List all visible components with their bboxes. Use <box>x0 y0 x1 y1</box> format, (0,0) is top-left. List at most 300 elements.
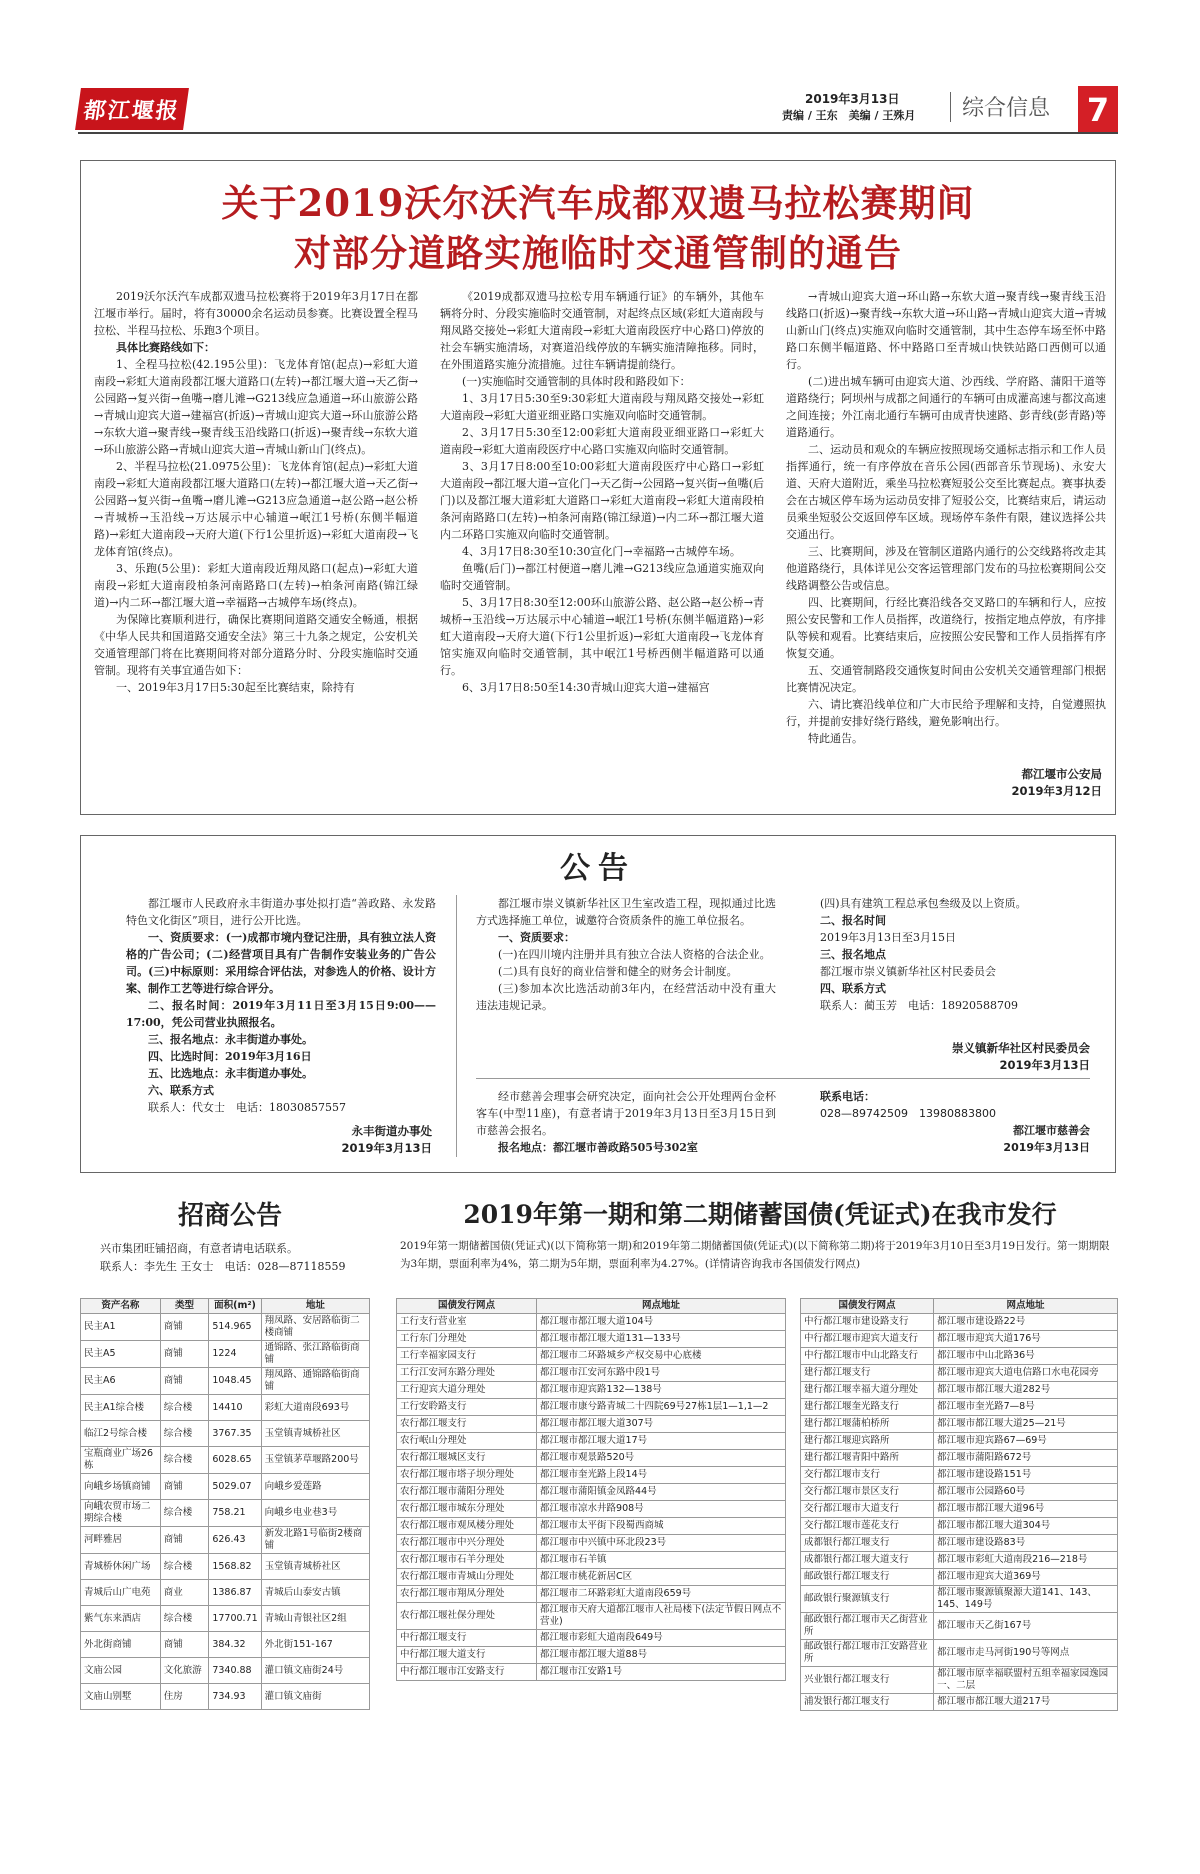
column-header: 国债发行网点 <box>397 1299 537 1314</box>
paragraph: 五、交通管制路段交通恢复时间由公安机关交通管理部门根据比赛情况决定。 <box>786 664 1106 694</box>
table-cell: 都江堰市二环路彩虹大道南段659号 <box>537 1586 786 1603</box>
paragraph: 2019沃尔沃汽车成都双遗马拉松赛将于2019年3月17日在都江堰市举行。届时，将有30000余名运动员参赛。比赛设置全程马拉松、半程马拉松、乐跑3个项目。 <box>94 290 418 337</box>
table-row <box>81 1580 370 1606</box>
paragraph: (一)在四川境内注册并具有独立合法人资格的合法企业。 <box>498 948 771 961</box>
table-row <box>397 1630 786 1647</box>
table-cell: 交行都江堰市大道支行 <box>801 1501 934 1518</box>
table-row <box>801 1467 1118 1484</box>
paragraph: (四)具有建筑工程总承包叁级及以上资质。 <box>820 897 1027 910</box>
column-divider <box>456 895 457 1157</box>
table-cell: 新发北路1号临街2楼商铺 <box>261 1527 369 1554</box>
table-cell: 中行都江堰市迎宾大道支行 <box>801 1331 934 1348</box>
table-cell: 农行都江堰市蒲阳分理处 <box>397 1484 537 1501</box>
table-cell: 成都银行都江堰大道支行 <box>801 1552 934 1569</box>
table-cell: 都江堰市中兴镇中环北段23号 <box>537 1535 786 1552</box>
table-cell: 通锦路、张江路临街商铺 <box>261 1341 369 1368</box>
paragraph: 1、3月17日5:30至9:30彩虹大道南段与翔凤路交接处→彩虹大道南段→彩虹大道亚细亚路口实施双向临时交通管制。 <box>440 392 764 422</box>
table-cell: 626.43 <box>209 1527 261 1554</box>
table-cell: 1386.87 <box>209 1580 261 1606</box>
notice-column-3 <box>786 288 1106 768</box>
table-row <box>801 1694 1118 1711</box>
announcement-title: 公告 <box>560 851 636 886</box>
paragraph: 3、乐跑(5公里)：彩虹大道南段近翔凤路口(起点)→彩虹大道南段→彩虹大道南段柏条河南路路口(左转)→柏条河南路(锦江绿道)→内二环→都江堰大道→幸福路→古城停车场(终点)。 <box>94 562 418 609</box>
table-row <box>801 1314 1118 1331</box>
table-row <box>397 1314 786 1331</box>
table-cell: 都江堰市都江堰大道104号 <box>537 1314 786 1331</box>
table-cell: 都江堰市中山北路36号 <box>934 1348 1118 1365</box>
paragraph: 具体比赛路线如下： <box>116 341 215 354</box>
signer: 永丰街道办事处 <box>351 1124 432 1138</box>
table-row <box>397 1416 786 1433</box>
paragraph: 2、半程马拉松(21.0975公里)：飞龙体育馆(起点)→彩虹大道南段→彩虹大道南段都江堰大道路口(左转)→都江堰大道→天乙街→公园路→复兴街→鱼嘴→磨儿滩→G213应急通道→赵公路→赵公桥→青城桥→玉沿线→万达展示中心辅道→岷江1号桥(东侧半幅道路)→彩虹大道南段→天府大道(下行1公里折返)→彩虹大道南段→飞龙体育馆(终点)。 <box>94 460 418 558</box>
phone-label: 联系电话： <box>820 1090 875 1103</box>
table-cell: 工行支行营业室 <box>397 1314 537 1331</box>
table-row <box>397 1586 786 1603</box>
table-cell: 民主A6 <box>81 1368 161 1395</box>
paragraph: →青城山迎宾大道→环山路→东软大道→聚青线→聚青线玉沿线路口(折返)→聚青线→东软大道→环山路→青城山迎宾大道→青城山新山门(终点)实施双向临时交通管制，其中生态停车场至怀中路路口东侧半幅道路、怀中路路口至青城山快铁站路口西侧可以通行。 <box>786 290 1106 371</box>
table-row <box>397 1433 786 1450</box>
table-cell: 都江堰市蒲阳镇金凤路44号 <box>537 1484 786 1501</box>
table-cell: 农行都江堰市翔凤分理处 <box>397 1586 537 1603</box>
table-row <box>81 1632 370 1658</box>
table-cell: 中行都江堰市中山北路支行 <box>801 1348 934 1365</box>
paragraph: 三、报名地点 <box>820 948 886 961</box>
paragraph: 二、报名时间：2019年3月11日至3月15日9:00——17:00，凭公司营业执照报名。 <box>126 999 436 1029</box>
table-cell: 商业 <box>160 1580 209 1606</box>
header-rule <box>78 132 1118 134</box>
table-cell: 宝瓶商业广场26栋 <box>81 1447 161 1474</box>
announcement-e <box>820 1088 1090 1156</box>
table-cell: 都江堰市公园路60号 <box>934 1484 1118 1501</box>
table-row <box>397 1399 786 1416</box>
notice-signature <box>786 766 1102 800</box>
table-cell: 翔凤路、安居路临街二楼商铺 <box>261 1314 369 1341</box>
table-cell: 翔凤路、通锦路临街商铺 <box>261 1368 369 1395</box>
table-cell: 农行都江堰市塔子坝分理处 <box>397 1467 537 1484</box>
table-cell: 建行都江堰青阳中路所 <box>801 1450 934 1467</box>
table-row <box>81 1341 370 1368</box>
table-cell: 外北街151-167 <box>261 1632 369 1658</box>
investment-title: 招商公告 <box>177 1201 282 1231</box>
table-cell: 都江堰市都江堰大道307号 <box>537 1416 786 1433</box>
table-cell: 1568.82 <box>209 1554 261 1580</box>
table-cell: 农行都江堰市石羊分理处 <box>397 1552 537 1569</box>
table-row <box>801 1450 1118 1467</box>
table-row <box>81 1314 370 1341</box>
column-header: 国债发行网点 <box>801 1299 934 1314</box>
table-cell: 都江堰市蒲阳路672号 <box>934 1450 1118 1467</box>
table-cell: 向峨乡场镇商铺 <box>81 1474 161 1500</box>
table-cell: 都江堰市彩虹大道南段216—218号 <box>934 1552 1118 1569</box>
title-line-1: 关于2019沃尔沃汽车成都双遗马拉松赛期间 <box>221 181 975 225</box>
table-cell: 彩虹大道南段693号 <box>261 1395 369 1421</box>
table-cell: 都江堰市天府大道都江堰市人社局楼下(法定节假日网点不营业) <box>537 1603 786 1630</box>
table-cell: 384.32 <box>209 1632 261 1658</box>
table-cell: 1048.45 <box>209 1368 261 1395</box>
table-header-row <box>81 1299 370 1314</box>
table-row <box>81 1658 370 1684</box>
paragraph: 一、资质要求： <box>498 931 575 944</box>
table-cell: 文化旅游 <box>160 1658 209 1684</box>
paragraph: 六、联系方式 <box>148 1084 214 1097</box>
paragraph: 3、3月17日8:00至10:00彩虹大道南段医疗中心路口→彩虹大道南段→都江堰大道→宣化门→天乙街→公园路→复兴街→鱼嘴(后门)以及都江堰大道彩虹大道路口→彩虹大道南段→彩虹大道南段柏条河南路路口(左转)→柏条河南路(锦江绿道)→内二环→都江堰大道内二环路口实施双向临时交通管制。 <box>440 460 764 541</box>
table-row <box>397 1484 786 1501</box>
paragraph: 三、报名地点：永丰街道办事处。 <box>148 1033 313 1046</box>
table-cell: 商铺 <box>160 1314 209 1341</box>
announcement-c-signature <box>820 1040 1090 1074</box>
table-cell: 17700.71 <box>209 1606 261 1632</box>
table-cell: 都江堰市都江堰大道88号 <box>537 1647 786 1664</box>
table-cell: 都江堰市凉水井路908号 <box>537 1501 786 1518</box>
table-row <box>801 1586 1118 1613</box>
divider <box>476 1078 1090 1079</box>
table-header-row <box>801 1299 1118 1314</box>
table-row <box>397 1501 786 1518</box>
table-cell: 农行都江堰社保分理处 <box>397 1603 537 1630</box>
signer: 崇义镇新华社区村民委员会 <box>952 1041 1090 1055</box>
paragraph: (一)实施临时交通管制的具体时段和路段如下： <box>462 375 691 388</box>
paragraph: 都江堰市人民政府永丰街道办事处拟打造“善政路、永发路特色文化街区”项目，进行公开比选。 <box>126 897 436 927</box>
table-cell: 中行都江堰市建设路支行 <box>801 1314 934 1331</box>
table-cell: 外北街商铺 <box>81 1632 161 1658</box>
table-row <box>397 1348 786 1365</box>
paragraph: 三、比赛期间，涉及在管制区道路内通行的公交线路将改走其他道路绕行，具体详见公交客运管理部门发布的马拉松赛期间公交线路调整公告或信息。 <box>786 545 1106 592</box>
table-row <box>801 1484 1118 1501</box>
paragraph: 6、3月17日8:50至14:30青城山迎宾大道→建福宫 <box>462 681 710 694</box>
table-row <box>397 1603 786 1630</box>
table-cell: 综合楼 <box>160 1395 209 1421</box>
table-cell: 综合楼 <box>160 1554 209 1580</box>
paragraph: 为保障比赛顺利进行，确保比赛期间道路交通安全畅通，根据《中华人民共和国道路交通安全法》第三十九条之规定，公安机关交通管理部门将在比赛期间将对部分道路分时、分段实施临时交通管制。现将有关事宜通告如下： <box>94 613 418 677</box>
table-cell: 都江堰市建设路83号 <box>934 1535 1118 1552</box>
table-cell: 商铺 <box>160 1341 209 1368</box>
table-row <box>81 1554 370 1580</box>
paragraph: 联系人：代女士 电话：18030857557 <box>148 1101 346 1114</box>
announcement-b <box>476 895 776 1075</box>
table-cell: 文庙公园 <box>81 1658 161 1684</box>
signer: 都江堰市慈善会 <box>1013 1124 1090 1137</box>
table-cell: 农行都江堰城区支行 <box>397 1450 537 1467</box>
table-cell: 都江堰市迎宾路132—138号 <box>537 1382 786 1399</box>
table-cell: 建行都江堰幸福大道分理处 <box>801 1382 934 1399</box>
issue-date: 2019年3月13日 <box>805 92 900 106</box>
table-cell: 玉堂镇青城桥社区 <box>261 1421 369 1447</box>
table-cell: 都江堰市奎光路上段14号 <box>537 1467 786 1484</box>
table-cell: 商铺 <box>160 1632 209 1658</box>
paragraph: 4、3月17日8:30至10:30宣化门→幸福路→古城停车场。 <box>462 545 741 558</box>
table-row <box>397 1382 786 1399</box>
table-cell: 玉堂镇茅草堰路200号 <box>261 1447 369 1474</box>
table-cell: 农行都江堰市青城山分理处 <box>397 1569 537 1586</box>
notice-column-1 <box>94 288 418 803</box>
column-header: 网点地址 <box>934 1299 1118 1314</box>
table-cell: 6028.65 <box>209 1447 261 1474</box>
table-cell: 都江堰市都江堰大道131—133号 <box>537 1331 786 1348</box>
table-cell: 民主A5 <box>81 1341 161 1368</box>
table-cell: 都江堰市迎宾大道电信路口水电花园旁 <box>934 1365 1118 1382</box>
table-row <box>801 1348 1118 1365</box>
table-cell: 向峨农贸市场二期综合楼 <box>81 1500 161 1527</box>
table-row <box>81 1395 370 1421</box>
table-cell: 商铺 <box>160 1368 209 1395</box>
table-cell: 综合楼 <box>160 1606 209 1632</box>
table-cell: 临江2号综合楼 <box>81 1421 161 1447</box>
table-cell: 建行都江堰迎宾路所 <box>801 1433 934 1450</box>
table-cell: 都江堰市原幸福联盟村五组幸福家园逸园一、二层 <box>934 1667 1118 1694</box>
table-cell: 14410 <box>209 1395 261 1421</box>
table-cell: 交行都江堰市支行 <box>801 1467 934 1484</box>
table-cell: 文庙山别墅 <box>81 1684 161 1710</box>
table-cell: 商铺 <box>160 1527 209 1554</box>
table-cell: 都江堰市二环路城乡产权交易中心底楼 <box>537 1348 786 1365</box>
table-row <box>397 1664 786 1681</box>
section-name: 综合信息 <box>962 96 1051 121</box>
table-cell: 都江堰市石羊镇 <box>537 1552 786 1569</box>
paragraph: 经市慈善会理事会研究决定，面向社会公开处理两台金杯客车(中型11座)，有意者请于2019年3月13日至3月15日到市慈善会报名。 <box>476 1090 776 1137</box>
table-row <box>801 1569 1118 1586</box>
table-row <box>397 1535 786 1552</box>
announcement-a-signature <box>126 1123 432 1157</box>
table-cell: 农行岷山分理处 <box>397 1433 537 1450</box>
table-row <box>801 1382 1118 1399</box>
table-cell: 7340.88 <box>209 1658 261 1684</box>
table-cell: 邮政银行都江堰支行 <box>801 1569 934 1586</box>
table-row <box>801 1399 1118 1416</box>
column-header: 资产名称 <box>81 1299 161 1314</box>
table-cell: 民主A1综合楼 <box>81 1395 161 1421</box>
signer: 都江堰市公安局 <box>1021 767 1102 781</box>
table-header-row <box>397 1299 786 1314</box>
sign-date: 2019年3月12日 <box>1011 784 1102 798</box>
paragraph: 特此通告。 <box>808 732 863 745</box>
paragraph: 六、请比赛沿线单位和广大市民给予理解和支持，自觉遵照执行，并提前安排好绕行路线，避免影响出行。 <box>786 698 1106 728</box>
table-cell: 都江堰市江安路1号 <box>537 1664 786 1681</box>
sign-date: 2019年3月13日 <box>999 1058 1090 1072</box>
table-cell: 商铺 <box>160 1474 209 1500</box>
table-cell: 青城山青银社区2组 <box>261 1606 369 1632</box>
table-row <box>397 1518 786 1535</box>
intro-line-2: 联系人：李先生 王女士 电话：028—87118559 <box>100 1260 346 1273</box>
table-cell: 邮政银行都江堰市天乙街营业所 <box>801 1613 934 1640</box>
table-cell: 734.93 <box>209 1684 261 1710</box>
table-row <box>801 1552 1118 1569</box>
table-cell: 都江堰市走马河街190号等网点 <box>934 1640 1118 1667</box>
paragraph: 都江堰市崇义镇新华社区卫生室改造工程，现拟通过比选方式选择施工单位，诚邀符合资质条件的施工单位报名。 <box>476 897 776 927</box>
table-cell: 都江堰市天乙街167号 <box>934 1613 1118 1640</box>
table-cell: 中行都江堰市江安路支行 <box>397 1664 537 1681</box>
table-row <box>801 1416 1118 1433</box>
announcement-d <box>476 1088 776 1158</box>
table-row <box>81 1474 370 1500</box>
table-cell: 民主A1 <box>81 1314 161 1341</box>
table-cell: 成都银行都江堰支行 <box>801 1535 934 1552</box>
paragraph: 《2019成都双遗马拉松专用车辆通行证》的车辆外，其他车辆将分时、分段实施临时交通管制，对起终点区域(彩虹大道南段与翔凤路交接处→彩虹大道南段→彩虹大道南段医疗中心路口)停放的社会车辆实施清场，对赛道沿线停放的车辆实施清障拖移。同时，在外围道路实施分流措施。过往车辆请提前绕行。 <box>440 290 764 371</box>
table-row <box>801 1613 1118 1640</box>
bonds-title: 2019年第一期和第二期储蓄国债(凭证式)在我市发行 <box>463 1200 1057 1229</box>
table-cell: 都江堰市都江堰大道282号 <box>934 1382 1118 1399</box>
table-cell: 工行幸福家园支行 <box>397 1348 537 1365</box>
table-cell: 农行都江堰市城东分理处 <box>397 1501 537 1518</box>
table-cell: 都江堰市建设路22号 <box>934 1314 1118 1331</box>
sign-date: 2019年3月13日 <box>341 1141 432 1155</box>
table-cell: 建行都江堰奎光路支行 <box>801 1399 934 1416</box>
table-row <box>801 1501 1118 1518</box>
table-cell: 都江堰市都江堰大道217号 <box>934 1694 1118 1711</box>
table-cell: 农行都江堰市观凤楼分理处 <box>397 1518 537 1535</box>
table-cell: 都江堰市都江堰大道17号 <box>537 1433 786 1450</box>
table-cell: 都江堰市迎宾大道176号 <box>934 1331 1118 1348</box>
table-cell: 5029.07 <box>209 1474 261 1500</box>
investment-table <box>80 1298 370 1710</box>
table-cell: 综合楼 <box>160 1500 209 1527</box>
table-cell: 都江堰市迎宾大道369号 <box>934 1569 1118 1586</box>
table-row <box>81 1500 370 1527</box>
table-cell: 向峨乡爱莲路 <box>261 1474 369 1500</box>
paragraph: 联系人：蔺玉芳 电话：18920588709 <box>820 999 1018 1012</box>
table-cell: 中行都江堰支行 <box>397 1630 537 1647</box>
table-cell: 都江堰市都江堰大道96号 <box>934 1501 1118 1518</box>
paragraph: 二、运动员和观众的车辆应按照现场交通标志指示和工作人员指挥通行，统一有序停放在音乐公园(西部音乐节现场)、永安大道、天府大道附近，乘坐马拉松赛短驳公交至比赛起点。赛事执委会在古城区停车场为运动员安排了短驳公交，比赛结束后，请运动员乘坐短驳公交返回停车区域。现场停车条件有限，建议选择公共交通出行。 <box>786 443 1106 541</box>
paragraph: 鱼嘴(后门)→都江村便道→磨儿滩→G213线应急通道实施双向临时交通管制。 <box>440 562 764 592</box>
table-cell: 工行江安河东路分理处 <box>397 1365 537 1382</box>
table-row <box>81 1606 370 1632</box>
table-cell: 紫气东来酒店 <box>81 1606 161 1632</box>
table-cell: 河畔雅居 <box>81 1527 161 1554</box>
table-row <box>801 1331 1118 1348</box>
table-cell: 邮政银行都江堰市江安路营业所 <box>801 1640 934 1667</box>
table-row <box>397 1331 786 1348</box>
table-row <box>801 1365 1118 1382</box>
paragraph: (二)进出城车辆可由迎宾大道、沙西线、学府路、蒲阳干道等道路绕行；阿坝州与成都之间通行的车辆可由成灌高速与都汶高速之间连接；外江南北通行车辆可由成青快速路、彭青线(彭青路)等道路通行。 <box>786 375 1106 439</box>
table-cell: 都江堰市彩虹大道南段649号 <box>537 1630 786 1647</box>
investment-intro <box>100 1240 345 1276</box>
table-row <box>397 1365 786 1382</box>
paragraph: 一、2019年3月17日5:30起至比赛结束，除持有 <box>116 681 355 694</box>
table-cell: 交行都江堰市景区支行 <box>801 1484 934 1501</box>
table-cell: 灌口镇文庙街24号 <box>261 1658 369 1684</box>
notice-column-2 <box>440 288 764 803</box>
paragraph: 四、联系方式 <box>820 982 886 995</box>
table-cell: 都江堰市桃花新居C区 <box>537 1569 786 1586</box>
title-line-2: 对部分道路实施临时交通管制的通告 <box>294 231 902 275</box>
table-row <box>81 1527 370 1554</box>
paragraph: 一、资质要求：(一)成都市境内登记注册，具有独立法人资格的广告公司；(二)经营项目具有广告制作安装业务的广告公司。(三)中标原则：采用综合评估法，对参选人的价格、设计方案、制作工艺等进行综合评分。 <box>126 931 436 995</box>
page-number: 7 <box>1078 86 1118 134</box>
paragraph: (二)具有良好的商业信誉和健全的财务会计制度。 <box>498 965 738 978</box>
table-cell: 都江堰市观景路520号 <box>537 1450 786 1467</box>
table-cell: 交行都江堰市莲花支行 <box>801 1518 934 1535</box>
column-header: 类型 <box>160 1299 209 1314</box>
announcement-a <box>126 895 436 1125</box>
table-row <box>397 1467 786 1484</box>
intro-line-1: 兴市集团旺铺招商，有意者请电话联系。 <box>100 1242 298 1255</box>
table-row <box>81 1368 370 1395</box>
table-cell: 邮政银行聚源镇支行 <box>801 1586 934 1613</box>
sign-date: 2019年3月13日 <box>1003 1141 1090 1154</box>
table-cell: 农行都江堰支行 <box>397 1416 537 1433</box>
table-cell: 都江堰市聚源镇聚源大道141、143、145、149号 <box>934 1586 1118 1613</box>
column-header: 网点地址 <box>537 1299 786 1314</box>
table-cell: 青城后山广电苑 <box>81 1580 161 1606</box>
table-cell: 都江堰市迎宾路67—69号 <box>934 1433 1118 1450</box>
table-cell: 灌口镇文庙街 <box>261 1684 369 1710</box>
table-row <box>81 1447 370 1474</box>
table-cell: 综合楼 <box>160 1421 209 1447</box>
table-row <box>801 1518 1118 1535</box>
paragraph: 2019年3月13日至3月15日 <box>820 931 956 944</box>
paragraph: 报名地点：都江堰市善政路505号302室 <box>498 1141 698 1154</box>
table-row <box>81 1421 370 1447</box>
table-row <box>801 1640 1118 1667</box>
bonds-table-left <box>396 1298 786 1681</box>
paragraph: (三)参加本次比选活动前3年内，在经营活动中没有重大违法违规记录。 <box>476 982 776 1012</box>
column-header: 地址 <box>261 1299 369 1314</box>
paragraph: 四、比赛期间，行经比赛沿线各交叉路口的车辆和行人，应按照公安民警和工作人员指挥，改道绕行，按指定地点停放，有序排队等候和观看。比赛结束后，应按照公安民警和工作人员指挥有序恢复交通。 <box>786 596 1106 660</box>
table-row <box>397 1450 786 1467</box>
newspaper-logo: 都江堰报 <box>75 88 189 130</box>
bonds-table-right <box>800 1298 1118 1711</box>
column-header: 面积(m²) <box>209 1299 261 1314</box>
table-cell: 青城桥休闲广场 <box>81 1554 161 1580</box>
table-row <box>397 1569 786 1586</box>
table-cell: 青城后山泰安古镇 <box>261 1580 369 1606</box>
table-row <box>801 1535 1118 1552</box>
table-cell: 都江堰市江安河东路中段1号 <box>537 1365 786 1382</box>
table-cell: 浦发银行都江堰支行 <box>801 1694 934 1711</box>
table-cell: 住房 <box>160 1684 209 1710</box>
table-cell: 综合楼 <box>160 1447 209 1474</box>
table-cell: 都江堰市奎光路7—8号 <box>934 1399 1118 1416</box>
paragraph: 五、比选地点：永丰街道办事处。 <box>148 1067 313 1080</box>
table-cell: 都江堰市都江堰大道304号 <box>934 1518 1118 1535</box>
table-cell: 中行都江堰大道支行 <box>397 1647 537 1664</box>
table-cell: 向峨乡电业巷3号 <box>261 1500 369 1527</box>
table-row <box>801 1667 1118 1694</box>
table-cell: 农行都江堰市中兴分理处 <box>397 1535 537 1552</box>
paragraph: 二、报名时间 <box>820 914 886 927</box>
table-cell: 都江堰市都江堰大道25—21号 <box>934 1416 1118 1433</box>
table-cell: 兴业银行都江堰支行 <box>801 1667 934 1694</box>
editors: 责编 / 王东 美编 / 王殊月 <box>782 109 916 122</box>
table-cell: 3767.35 <box>209 1421 261 1447</box>
table-cell: 都江堰市建设路151号 <box>934 1467 1118 1484</box>
table-cell: 758.21 <box>209 1500 261 1527</box>
table-cell: 建行都江堰蒲柏桥所 <box>801 1416 934 1433</box>
bonds-intro: 2019年第一期储蓄国债(凭证式)(以下简称第一期)和2019年第二期储蓄国债(凭证式)(以下简称第二期)将于2019年3月10日至3月19日发行。第一期期限为3年期，票面利率为4%，第二期为5年期，票面利率为4.27%。(详情请咨询我市各国债发行网点) <box>400 1240 1110 1270</box>
table-row <box>801 1433 1118 1450</box>
paragraph: 都江堰市崇义镇新华社区村民委员会 <box>820 965 996 978</box>
paragraph: 2、3月17日5:30至12:00彩虹大道南段亚细亚路口→彩虹大道南段→彩虹大道南段医疗中心路口实施双向临时交通管制。 <box>440 426 764 456</box>
paragraph: 四、比选时间：2019年3月16日 <box>148 1050 312 1063</box>
table-cell: 都江堰市太平街下段蜀西商城 <box>537 1518 786 1535</box>
paragraph: 5、3月17日8:30至12:00环山旅游公路、赵公路→赵公桥→青城桥→玉沿线→万达展示中心辅道→岷江1号桥(东侧半幅道路)→彩虹大道南段→天府大道(下行1公里折返)→彩虹大道南段→飞龙体育馆实施双向临时交通管制，其中岷江1号桥西侧半幅道路可以通行。 <box>440 596 764 677</box>
announcement-c <box>820 895 1090 1045</box>
table-cell: 工行东门分理处 <box>397 1331 537 1348</box>
table-row <box>81 1684 370 1710</box>
table-cell: 建行都江堰支行 <box>801 1365 934 1382</box>
table-cell: 1224 <box>209 1341 261 1368</box>
traffic-notice-title <box>80 178 1116 278</box>
header-divider <box>950 92 951 122</box>
table-row <box>397 1647 786 1664</box>
table-row <box>397 1552 786 1569</box>
table-cell: 514.965 <box>209 1314 261 1341</box>
table-cell: 工行安聆路支行 <box>397 1399 537 1416</box>
table-cell: 玉堂镇青城桥社区 <box>261 1554 369 1580</box>
phone-numbers: 028—89742509 13980883800 <box>820 1107 996 1120</box>
paragraph: 1、全程马拉松(42.195公里)：飞龙体育馆(起点)→彩虹大道南段→彩虹大道南段都江堰大道路口(左转)→都江堰大道→天乙街→公园路→复兴街→鱼嘴→磨儿滩→G213线应急通道→环山旅游公路→青城山迎宾大道→建福宫(折返)→青城山迎宾大道→环山旅游公路→东软大道→聚青线→聚青线玉沿线路口(折返)→聚青线→东软大道→环山旅游公路→青城山迎宾大道→青城山新山门(终点)。 <box>94 358 418 456</box>
table-cell: 都江堰市康兮路青城二十四院69号27栋1层1—1,1—2 <box>537 1399 786 1416</box>
